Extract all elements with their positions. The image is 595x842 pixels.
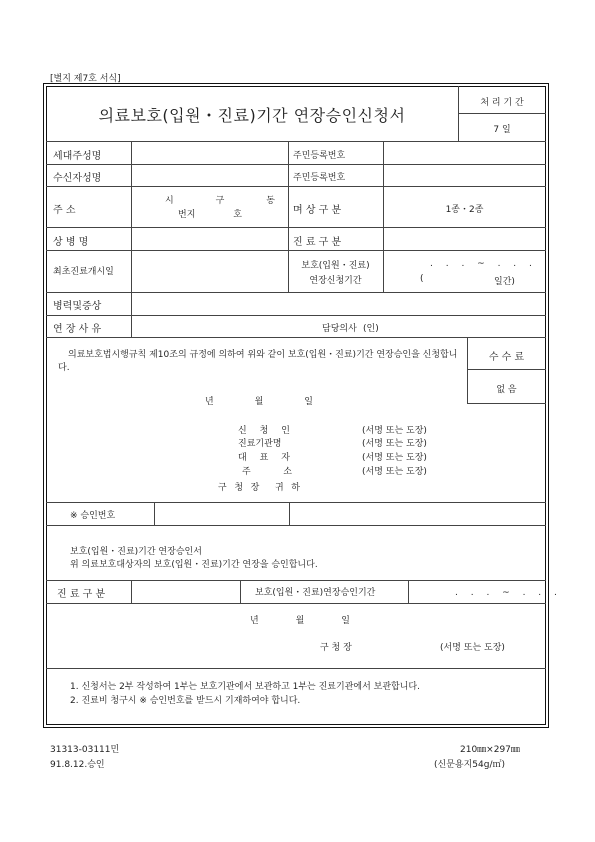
extension-reason-label: 연 장 사 유 <box>53 324 102 335</box>
processing-period-value: 7 일 <box>493 125 511 135</box>
note-2: 2. 진료비 청구시 ※ 승인번호를 받드시 기재하여야 합니다. <box>70 696 301 706</box>
approval-date: 년 월 일 <box>250 616 350 626</box>
extension-period-open: ( <box>420 274 424 284</box>
approval-heading: 보호(입원・진료)기간 연장승인서 <box>70 547 202 557</box>
resident-number-label-2: 주민등록번호 <box>293 173 346 183</box>
form-code: 31313-03111민 <box>50 745 120 755</box>
approval-period-dates: . . . ~ . . . <box>455 588 562 598</box>
rule <box>46 315 546 316</box>
fee-value: 없 음 <box>496 385 517 395</box>
rule <box>46 502 546 503</box>
rule <box>46 141 546 142</box>
rule <box>458 113 546 114</box>
rule <box>289 502 290 525</box>
signer-applicant-label: 신 청 인 <box>238 426 290 436</box>
fee-label: 수 수 료 <box>488 352 525 363</box>
extension-period-label-2: 연장신청기간 <box>309 276 362 286</box>
extension-period-label-1: 보호(입원・진료) <box>301 261 370 271</box>
signer-address-label: 주 소 <box>242 467 292 477</box>
resident-number-label-1: 주민등록번호 <box>293 151 346 161</box>
processing-period-label: 처 리 기 간 <box>480 98 524 108</box>
rule <box>46 227 546 228</box>
disease-name-label: 상 병 명 <box>53 237 89 248</box>
rule <box>46 668 546 669</box>
declaration-text: 의료보호법시행규칙 제10조의 규정에 의하여 위와 같이 보호(입원・진료)기간 연장승인을 신청합니다. <box>58 350 458 373</box>
district-chief-sign: (서명 또는 도장) <box>440 643 505 653</box>
signer-applicant-sign: (서명 또는 도장) <box>362 426 427 436</box>
medical-history-label: 병력및증상 <box>53 301 102 312</box>
rule <box>46 292 546 293</box>
rule <box>383 141 384 292</box>
approval-care-type-label: 진 료 구 분 <box>57 589 106 600</box>
rule <box>154 502 155 525</box>
recipient-name-label: 수신자성명 <box>53 173 102 184</box>
doctor-seal: (인) <box>363 324 379 334</box>
rule <box>46 525 546 526</box>
address-line-2: 번지 호 <box>178 210 242 220</box>
care-type-label: 진 료 구 분 <box>293 237 342 248</box>
approval-date-footer: 91.8.12.승인 <box>50 760 105 770</box>
signer-address-sign: (서명 또는 도장) <box>362 467 427 477</box>
rule <box>131 580 132 603</box>
medical-class-value: 1종・2종 <box>445 205 484 215</box>
first-visit-date-label: 최초진료개시일 <box>53 267 114 277</box>
approval-period-label: 보호(입원・진료)연장승인기간 <box>255 588 376 598</box>
signer-representative-sign: (서명 또는 도장) <box>362 453 427 463</box>
medical-class-label: 며 상 구 분 <box>293 205 342 216</box>
rule <box>46 186 546 187</box>
extension-period-days: 일간) <box>494 277 515 287</box>
district-chief-label: 구 청 장 <box>320 643 352 653</box>
signer-institution-label: 진료기관명 <box>238 439 282 449</box>
addressee: 구 청 장 귀 하 <box>218 483 300 493</box>
rule <box>467 403 546 404</box>
household-head-label: 세대주성명 <box>53 151 102 162</box>
note-1: 1. 신청서는 2부 작성하여 1부는 보호기관에서 보관하고 1부는 진료기관에서 보관합니다. <box>70 682 420 692</box>
approval-text: 위 의료보호대상자의 보호(입원・진료)기간 연장을 승인합니다. <box>70 560 318 570</box>
rule <box>131 141 132 337</box>
rule <box>408 580 409 603</box>
form-number: [별지 제7호 서식] <box>50 74 121 84</box>
form-title: 의료보호(입원・진료)기간 연장승인신청서 <box>98 106 406 125</box>
rule <box>46 603 546 604</box>
rule <box>46 164 546 165</box>
application-date: 년 월 일 <box>205 397 313 407</box>
address-line-1: 시 구 동 <box>165 196 275 206</box>
rule <box>240 580 241 603</box>
paper-type: (신문용지54g/㎡) <box>434 760 505 770</box>
rule <box>46 250 546 251</box>
paper-size: 210㎜×297㎜ <box>460 745 520 755</box>
address-label: 주 소 <box>53 205 76 216</box>
extension-period-dates: . . . ~ . . . <box>430 259 537 269</box>
rule <box>46 580 546 581</box>
approval-number-label: ※ 승인번호 <box>70 511 116 521</box>
attending-doctor-label: 담당의사 <box>322 324 357 334</box>
rule <box>46 337 546 338</box>
rule <box>467 369 546 370</box>
signer-representative-label: 대 표 자 <box>238 453 290 463</box>
signer-institution-sign: (서명 또는 도장) <box>362 439 427 449</box>
